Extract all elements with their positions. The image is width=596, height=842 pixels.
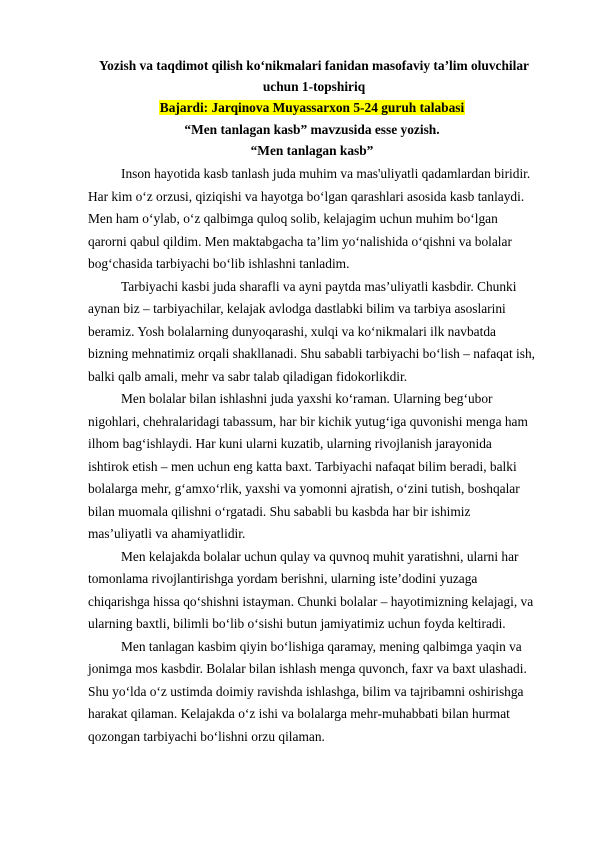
paragraph: Men kelajakda bolalar uchun qulay va quvnoq muhit yaratishni, ularni har tomonlama rivojlantirishga yordam berishni, ularning iste’dodini yuzaga chiqarishga hissa qo‘shishni istayman. Chunki bolalar – hayotimizning kelajagi, va ularning baxtli, bilimli bo‘lib o‘sishi butun jamiyatimiz uchun foyda keltiradi. — [88, 548, 534, 631]
paragraph: Men tanlagan kasbim qiyin bo‘lishiga qaramay, mening qalbimga yaqin va jonimga mos kasbdir. Bolalar bilan ishlash menga quvonch, faxr va baxt ulashadi. Shu yo‘lda o‘z ustimda doimiy ravishda ishlashga, bilim va tajribamni oshirishga harakat qilaman. Kelajakda o‘z ishi va bolalarga mehr-muhabbati bilan hurmat qozongan tarbiyachi bo‘lishni orzu qilaman. — [88, 638, 527, 744]
essay-body — [88, 163, 536, 748]
document-title — [88, 55, 536, 97]
author-line — [88, 99, 536, 117]
title-line-1: Yozish va taqdimot qilish ko‘nikmalari fanidan masofaviy ta’lim oluvchilar — [98, 58, 530, 73]
paragraph: Men bolalar bilan ishlashni juda yaxshi ko‘raman. Ularning beg‘ubor nigohlari, chehralaridagi tabassum, har bir kichik yutug‘iga quvonishi menga ham ilhom bag‘ishlaydi. Har kuni ularni kuzatib, ularning rivojlanish jarayonida ishtirok etish – men uchun eng katta baxt. Tarbiyachi nafaqat bilim beradi, balki bolalarga mehr, g‘amxo‘rlik, yaxshi va yomonni ajratish, o‘zini tutish, boshqalar bilan muomala qilishni o‘rgatadi. Shu sababli bu kasbda har bir ishimiz mas’uliyatli va ahamiyatlidir. — [88, 391, 528, 541]
author-highlight: Bajardi: Jarqinova Muyassarxon 5-24 guruh talabasi — [159, 100, 465, 115]
essay-title: “Men tanlagan kasb” — [250, 143, 374, 158]
paragraph: Tarbiyachi kasbi juda sharafli va ayni paytda mas’uliyatli kasbdir. Chunki aynan biz – tarbiyachilar, kelajak avlodga dastlabki bilim va tarbiya asoslarini beramiz. Yosh bolalarning dunyoqarashi, xulqi va ko‘nikmalari ilk navbatda bizning mehnatimiz orqali shakllanadi. Shu sababli tarbiyachi bo‘lish – nafaqat ish, balki qalb amali, mehr va sabr talab qiladigan fidokorlikdir. — [88, 278, 535, 384]
title-line-2: uchun 1-topshiriq — [262, 79, 366, 94]
paragraph: Inson hayotida kasb tanlash juda muhim va mas'uliyatli qadamlardan biridir. Har kim o‘z orzusi, qiziqishi va hayotga bo‘lgan qarashlari asosida kasb tanlaydi. Men ham o‘ylab, o‘z qalbimga quloq solib, kelajagim uchun muhim bo‘lgan qarorni qabul qildim. Men maktabgacha ta’lim yo‘nalishida o‘qishni va bolalar bog‘chasida tarbiyachi bo‘lib ishlashni tanladim. — [88, 166, 531, 271]
essay-assignment-subtitle: “Men tanlagan kasb” mavzusida esse yozish. — [184, 122, 440, 137]
